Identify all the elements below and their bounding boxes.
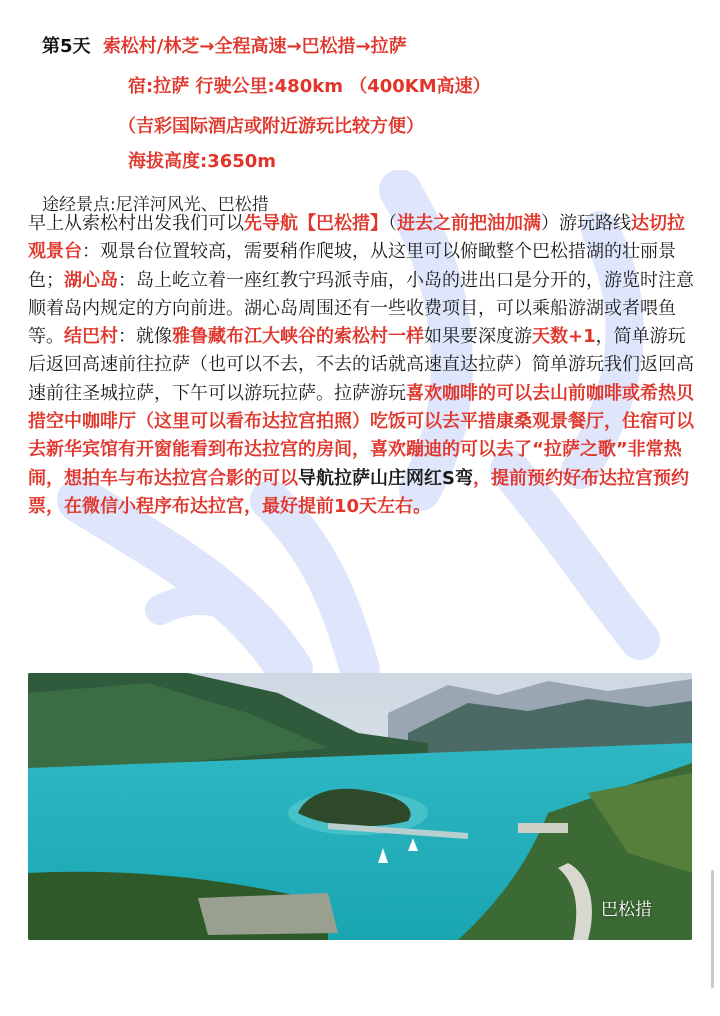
day-label: 第5天: [42, 36, 91, 57]
highlight-segment: 雅鲁藏布江大峡谷的索松村一样: [172, 326, 424, 348]
highlight-segment: 先导航【巴松措】: [244, 213, 388, 234]
highlight-segment: 天数+1: [532, 326, 596, 348]
text-segment: 如果要深度游: [424, 326, 532, 348]
highlight-segment: 喜欢咖啡的可以去山前咖啡或希热贝措空中咖啡厅（这里可以看布达拉宫拍照）吃饭可以去平措康桑观景餐厅，住宿可以去新华宾馆有开窗能看到布达拉宫的房间，喜欢蹦迪的可以去了“拉萨之歌”非常热闹，想拍车与布达拉宫合影的可以: [28, 382, 694, 489]
text-segment: ，简单游玩后返回高速前往拉萨（也可以不去，不去的话就高速直达拉萨）简单游玩我们返回高速前往圣城拉萨，下午可以游玩拉萨。拉萨游玩: [28, 326, 694, 404]
text-segment: （: [388, 213, 397, 234]
text-segment: ：岛上屹立着一座红教宁玛派寺庙，小岛的进出口是分开的，游览时注意顺着岛内规定的方向前进。湖心岛周围还有一些收费项目，可以乘船游湖或者喂鱼等。: [28, 269, 694, 348]
highlight-segment: 结巴村: [64, 326, 118, 348]
text-segment: 早上从索松村出发我们可以: [28, 213, 244, 234]
text-segment: ）游玩路线: [541, 213, 631, 234]
text-segment: ：观景台位置较高，需要稍作爬坡，从这里可以俯瞰整个巴松措湖的壮丽景色；: [28, 241, 676, 291]
highlight-segment: ，提前预约好布达拉宫预约票，在微信小程序布达拉宫，最好提前10天左右。: [28, 467, 689, 517]
hotel-line: （吉彩国际酒店或附近游玩比较方便）: [118, 116, 424, 137]
route-title: 索松村/林芝→全程高速→巴松措→拉萨: [102, 36, 407, 57]
stay-line: 宿:拉萨 行驶公里:480km （400KM高速）: [128, 76, 491, 97]
text-segment: ：就像: [118, 326, 172, 348]
dark-bold-segment: 导航拉萨山庄网红S弯: [298, 467, 473, 489]
itinerary-paragraph: [28, 210, 696, 521]
day-header: [42, 36, 407, 58]
highlight-segment: 达切拉观景台: [28, 213, 685, 263]
photo-caption: 巴松措: [601, 900, 652, 920]
route-via: 途经景点:尼洋河风光、巴松措: [42, 195, 269, 215]
lake-photo: [28, 673, 692, 940]
lake-photo-illustration: [28, 673, 692, 940]
page-scrollbar[interactable]: [711, 870, 714, 988]
altitude-line: 海拔高度:3650m: [128, 151, 277, 172]
highlight-segment: 进去之前把油加满: [397, 213, 541, 234]
highlight-segment: 湖心岛: [64, 269, 118, 291]
